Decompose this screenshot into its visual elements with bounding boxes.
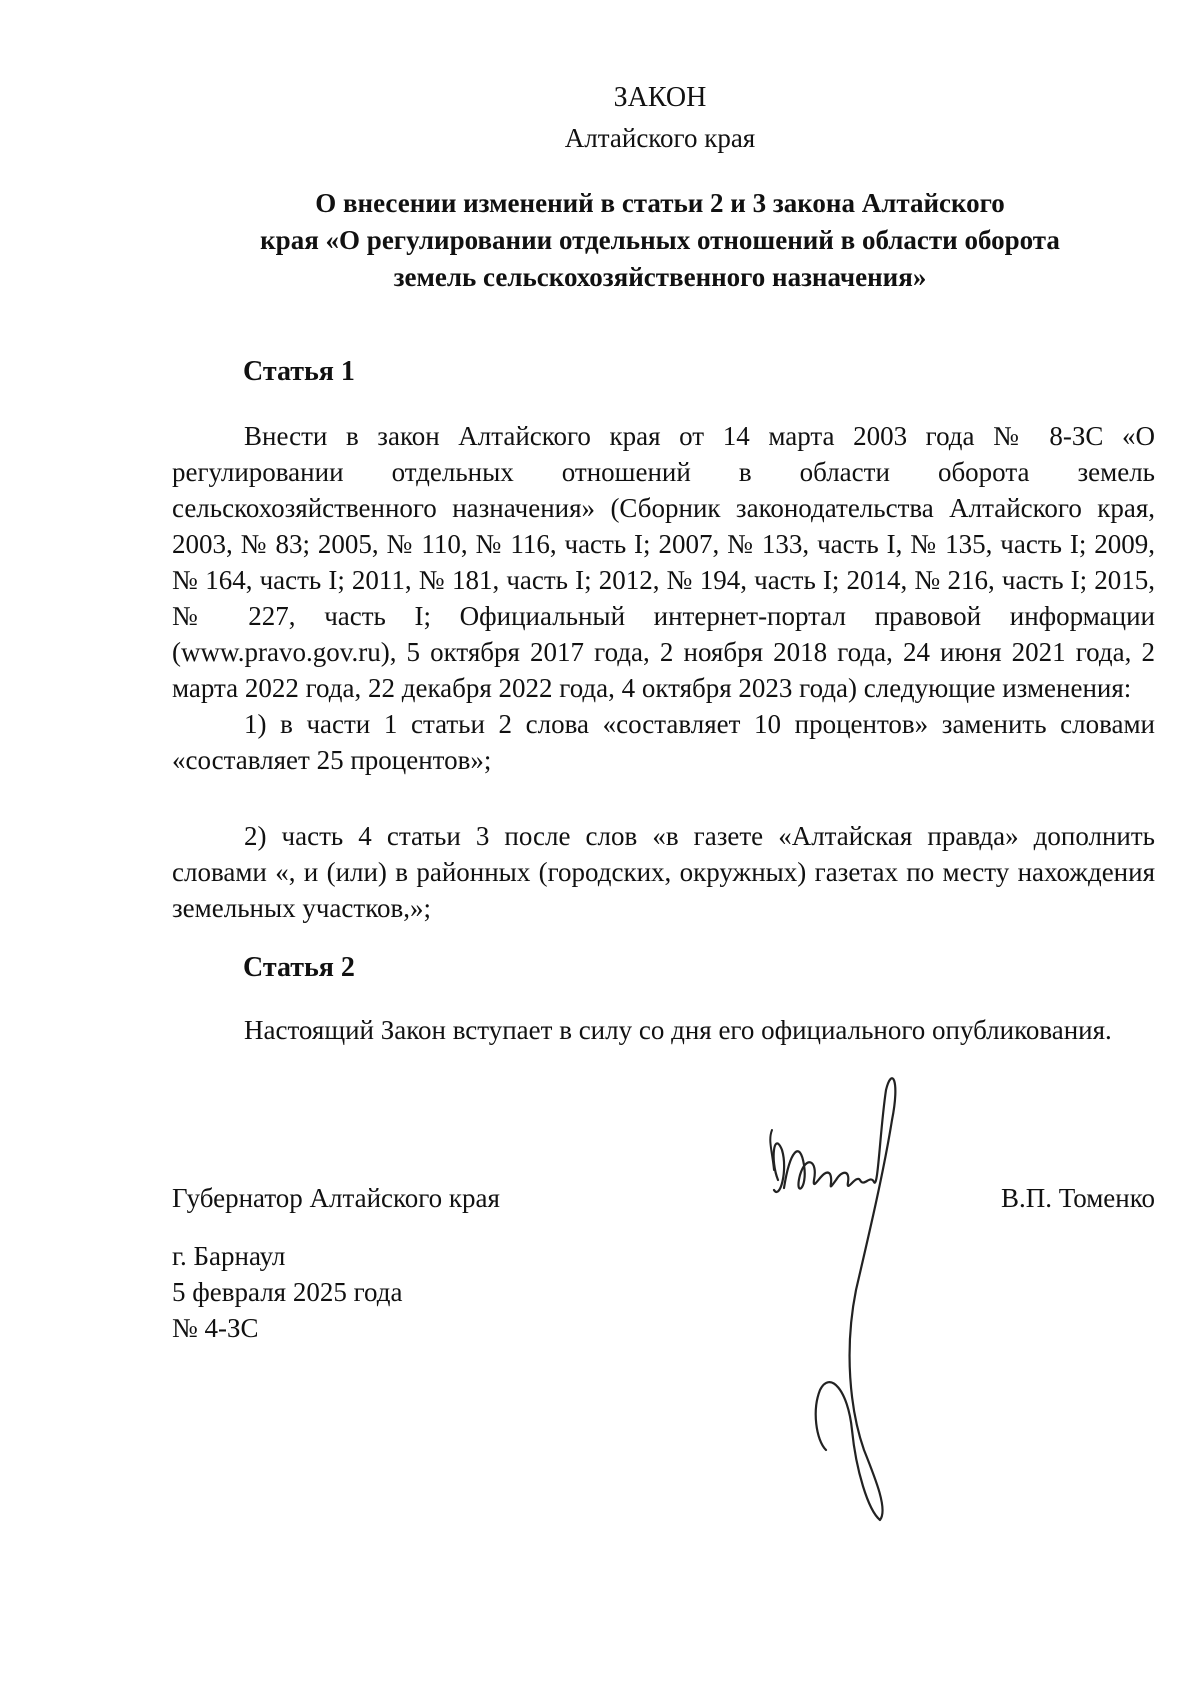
article-1-body xyxy=(172,418,1155,778)
title-line-1: О внесении изменений в статьи 2 и 3 закона Алтайского xyxy=(315,188,1005,218)
document-meta xyxy=(172,1238,402,1346)
handwritten-signature xyxy=(760,1070,930,1530)
article-2-heading: Статья 2 xyxy=(243,952,355,983)
document-title xyxy=(170,185,1150,296)
title-line-3: земель сельскохозяйственного назначения» xyxy=(393,262,927,292)
title-line-2: края «О регулировании отдельных отношений в области оборота xyxy=(260,225,1060,255)
document-type: ЗАКОН xyxy=(613,82,707,113)
article-1-item-1: 1) в части 1 статьи 2 слова «составляет 10 процентов» заменить словами «составляет 25 процентов»; xyxy=(172,709,1155,775)
document-issuer: Алтайского края xyxy=(564,123,756,153)
document-date: 5 февраля 2025 года xyxy=(172,1277,403,1307)
article-2-body xyxy=(172,1012,1155,1048)
article-1-intro: Внести в закон Алтайского края от 14 марта 2003 года № 8-ЗС «О регулировании отдельных отношений в области оборота земель сельскохозяйственного назначения» (Сборник законодательства Алтайского края, 2003, № 83; 2005, № 110, № 116, часть I; 2007, № 133, часть I, № 135, часть I; 2009, № 164, часть I; 2011, № 181, часть I; 2012, № 194, часть I; 2014, № 216, часть I; 2015, № 227, часть I; Официальный интернет-портал правовой информации (www.pravo.gov.ru), 5 октября 2017 года, 2 ноября 2018 года, 24 июня 2021 года, 2 марта 2022 года, 22 декабря 2022 года, 4 октября 2023 года) следующие изменения: xyxy=(172,421,1155,703)
article-1-item-2-block xyxy=(172,818,1155,926)
signatory-position: Губернатор Алтайского края xyxy=(172,1183,500,1213)
document-city: г. Барнаул xyxy=(172,1241,286,1271)
article-1-item-2: 2) часть 4 статьи 3 после слов «в газете «Алтайская правда» дополнить словами «, и (или) в районных (городских, окружных) газетах по месту нахождения земельных участков,»; xyxy=(172,821,1155,923)
article-1-heading: Статья 1 xyxy=(243,356,355,387)
signatory-name: В.П. Томенко xyxy=(1001,1183,1155,1213)
article-2-text: Настоящий Закон вступает в силу со дня его официального опубликования. xyxy=(244,1015,1112,1045)
document-number: № 4-ЗС xyxy=(172,1313,259,1343)
